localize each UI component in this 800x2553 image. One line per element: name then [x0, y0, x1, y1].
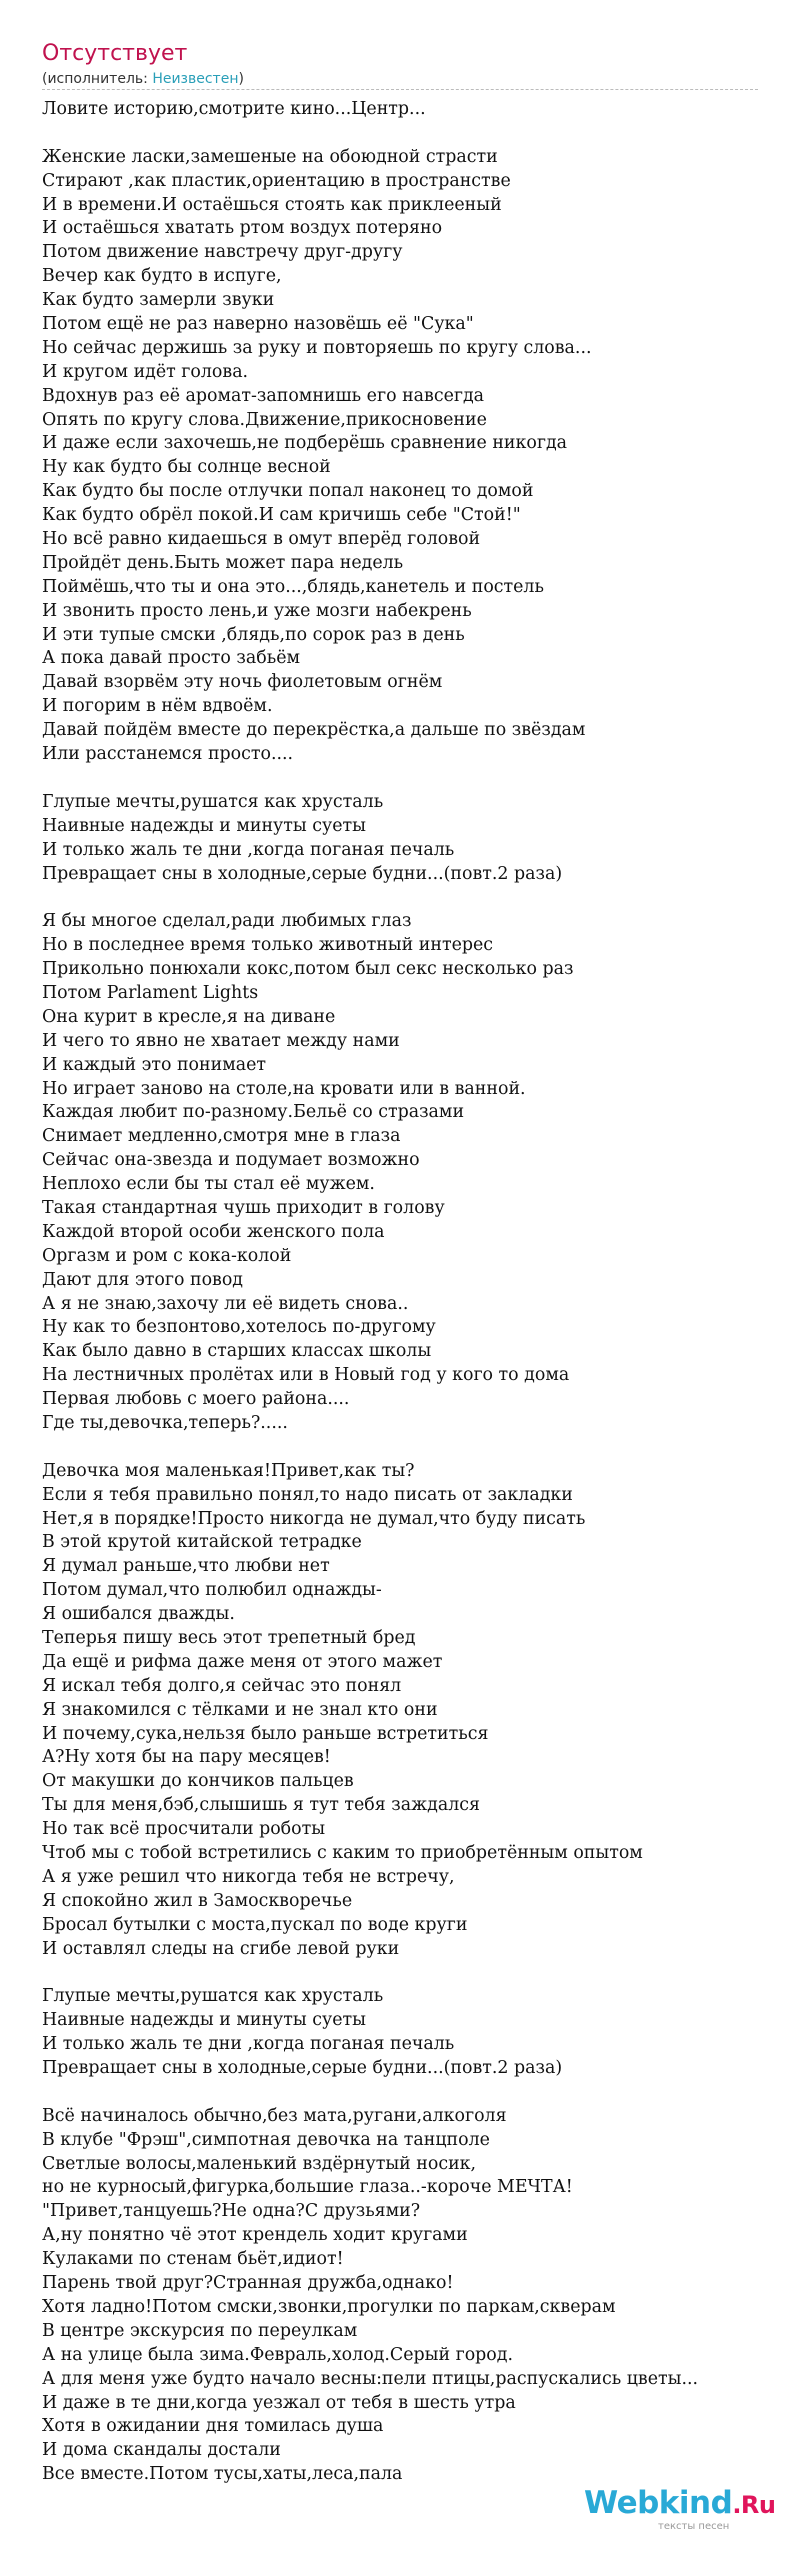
- lyric-line: Превращает сны в холодные,серые будни...(повт.2 раза): [42, 863, 563, 884]
- lyric-line: Я ошибался дважды.: [42, 1604, 235, 1625]
- logo-wordmark: [584, 2485, 776, 2523]
- lyric-line: Давай пойдём вместе до перекрёстка,а дальше по звёздам: [42, 720, 586, 741]
- lyric-line: Как было давно в старших классах школы: [42, 1341, 432, 1362]
- lyric-line: Такая стандартная чушь приходит в голову: [42, 1197, 445, 1218]
- lyric-line: Парень твой друг?Странная дружба,однако!: [42, 2273, 454, 2294]
- lyric-line: Да ещё и рифма даже меня от этого мажет: [42, 1651, 443, 1672]
- lyric-line: Потом движение навстречу друг-другу: [42, 242, 403, 263]
- lyric-line: И кругом идёт голова.: [42, 361, 249, 382]
- lyric-line: Дают для этого повод: [42, 1269, 244, 1290]
- lyric-line: Я знакомился с тёлками и не знал кто они: [42, 1699, 438, 1720]
- lyric-line: И звонить просто лень,и уже мозги набекрень: [42, 600, 472, 621]
- lyric-line: Наивные надежды и минуты суеты: [42, 815, 366, 836]
- lyric-line: А?Ну хотя бы на пару месяцев!: [42, 1747, 331, 1768]
- lyric-line: А на улице была зима.Февраль,холод.Серый город.: [42, 2344, 514, 2365]
- lyric-line: Оргазм и ром с кока-колой: [42, 1245, 292, 1266]
- stanza-break: [42, 767, 782, 791]
- lyric-line: Опять по кругу слова.Движение,прикосновение: [42, 409, 487, 430]
- title-divider: [42, 89, 758, 90]
- lyric-line: Сейчас она-звезда и подумает возможно: [42, 1150, 420, 1171]
- lyric-line: Я искал тебя долго,я сейчас это понял: [42, 1675, 402, 1696]
- lyric-line: Прикольно понюхали кокс,потом был секс несколько раз: [42, 959, 574, 980]
- logo-tld: .Ru: [732, 2491, 776, 2519]
- lyric-line: А я не знаю,захочу ли её видеть снова..: [42, 1293, 409, 1314]
- lyrics-text: [42, 98, 782, 2487]
- lyric-line: Ловите историю,смотрите кино...Центр...: [42, 99, 426, 119]
- lyric-line: Пройдёт день.Быть может пара недель: [42, 552, 404, 573]
- lyric-line: Превращает сны в холодные,серые будни...(повт.2 раза): [42, 2058, 563, 2079]
- lyric-line: А,ну понятно чё этот крендель ходит кругами: [42, 2225, 468, 2246]
- lyric-line: "Привет,танцуешь?Не одна?С друзьями?: [42, 2201, 421, 2222]
- lyric-line: Нет,я в порядке!Просто никогда не думал,что буду писать: [42, 1508, 586, 1529]
- lyric-line: Кулаками по стенам бьёт,идиот!: [42, 2249, 344, 2270]
- lyric-line: И чего то явно не хватает между нами: [42, 1030, 400, 1051]
- artist-prefix: (исполнитель:: [42, 71, 153, 87]
- lyric-line: Как будто бы после отлучки попал наконец то домой: [42, 481, 534, 502]
- lyric-line: Потом думал,что полюбил однажды-: [42, 1580, 382, 1601]
- lyric-line: Поймёшь,что ты и она это...,блядь,канетель и постель: [42, 576, 544, 597]
- lyric-line: И только жаль те дни ,когда поганая печаль: [42, 839, 455, 860]
- lyric-line: Вдохнув раз её аромат-запомнишь его навсегда: [42, 385, 485, 406]
- lyric-line: Женские ласки,замешеные на обоюдной страсти: [42, 146, 498, 167]
- lyric-line: Но играет заново на столе,на кровати или в ванной.: [42, 1078, 526, 1099]
- lyric-line: И только жаль те дни ,когда поганая печаль: [42, 2034, 455, 2055]
- lyric-line: А пока давай просто забьём: [42, 648, 301, 669]
- lyric-line: Каждая любит по-разному.Бельё со стразами: [42, 1102, 465, 1123]
- lyric-line: От макушки до кончиков пальцев: [42, 1771, 354, 1792]
- lyric-line: Бросал бутылки с моста,пускал по воде круги: [42, 1914, 468, 1935]
- lyric-line: но не курносый,фигурка,большие глаза..-короче МЕЧТА!: [42, 2177, 573, 2198]
- lyric-line: Глупые мечты,рушатся как хрусталь: [42, 791, 384, 812]
- lyric-line: И погорим в нём вдвоём.: [42, 696, 273, 717]
- lyric-line: Она курит в кресле,я на диване: [42, 1006, 336, 1027]
- lyric-line: Глупые мечты,рушатся как хрусталь: [42, 1986, 384, 2007]
- lyric-line: Первая любовь с моего района....: [42, 1389, 350, 1410]
- lyric-line: И дома скандалы достали: [42, 2440, 281, 2461]
- lyric-line: Но всё равно кидаешься в омут вперёд головой: [42, 529, 481, 550]
- stanza-break: [42, 122, 782, 146]
- stanza-break: [42, 1961, 782, 1985]
- lyric-line: Ну как то безпонтово,хотелось по-другому: [42, 1317, 436, 1338]
- lyric-line: Хотя ладно!Потом смски,звонки,прогулки по паркам,скверам: [42, 2296, 616, 2317]
- stanza-break: [42, 2081, 782, 2105]
- lyric-line: Девочка моя маленькая!Привет,как ты?: [42, 1460, 415, 1481]
- logo-brand: Webkind: [584, 2485, 733, 2521]
- lyric-line: На лестничных пролётах или в Новый год у кого то дома: [42, 1365, 570, 1386]
- lyric-line: Где ты,девочка,теперь?.....: [42, 1412, 288, 1433]
- lyric-line: Или расстанемся просто....: [42, 744, 294, 765]
- site-logo[interactable]: [584, 2485, 780, 2539]
- lyric-line: Но в последнее время только животный интерес: [42, 935, 494, 956]
- lyric-line: В этой крутой китайской тетрадке: [42, 1532, 362, 1553]
- lyric-line: Потом ещё не раз наверно назовёшь её "Сука": [42, 314, 474, 335]
- lyric-line: И почему,сука,нельзя было раньше встретиться: [42, 1723, 489, 1744]
- lyric-line: Давай взорвём эту ночь фиолетовым огнём: [42, 672, 443, 693]
- lyric-line: Я бы многое сделал,ради любимых глаз: [42, 911, 412, 932]
- lyric-line: И в времени.И остаёшься стоять как приклееный: [42, 194, 502, 215]
- lyric-line: И даже в те дни,когда уезжал от тебя в шесть утра: [42, 2392, 516, 2413]
- lyric-line: Но так всё просчитали роботы: [42, 1819, 326, 1840]
- song-title: Отсутствует: [42, 41, 188, 66]
- lyric-line: Как будто замерли звуки: [42, 290, 275, 311]
- lyric-line: Вечер как будто в испуге,: [42, 266, 282, 287]
- lyric-line: Светлые волосы,маленький вздёрнутый носик,: [42, 2153, 477, 2174]
- lyric-line: Неплохо если бы ты стал её мужем.: [42, 1174, 375, 1195]
- lyric-line: И даже если захочешь,не подберёшь сравнение никогда: [42, 433, 568, 454]
- lyric-line: Стирают ,как пластик,ориентацию в пространстве: [42, 170, 511, 191]
- lyric-line: Я думал раньше,что любви нет: [42, 1556, 330, 1577]
- lyric-line: И каждый это понимает: [42, 1054, 267, 1075]
- stanza-break: [42, 1436, 782, 1460]
- lyric-line: А я уже решил что никогда тебя не встречу,: [42, 1866, 455, 1887]
- lyric-line: В центре экскурсия по переулкам: [42, 2320, 358, 2341]
- lyric-line: Хотя в ожидании дня томилась душа: [42, 2416, 384, 2437]
- lyric-line: Но сейчас держишь за руку и повторяешь по кругу слова...: [42, 337, 592, 358]
- lyric-line: Как будто обрёл покой.И сам кричишь себе "Стой!": [42, 505, 521, 526]
- lyric-line: Всё начиналось обычно,без мата,ругани,алкоголя: [42, 2105, 507, 2126]
- artist-suffix: ): [238, 71, 244, 87]
- lyric-line: В клубе "Фрэш",симпотная девочка на танцполе: [42, 2129, 490, 2150]
- artist-line: [42, 70, 244, 88]
- artist-link[interactable]: Неизвестен: [152, 71, 239, 87]
- lyric-line: Если я тебя правильно понял,то надо писать от закладки: [42, 1484, 573, 1505]
- lyric-line: Потом Parlament Lights: [42, 982, 259, 1003]
- lyric-line: И оставлял следы на сгибе левой руки: [42, 1938, 400, 1959]
- stanza-break: [42, 886, 782, 910]
- logo-tagline: тексты песен: [658, 2521, 730, 2532]
- lyric-line: И эти тупые смски ,блядь,по сорок раз в день: [42, 624, 465, 645]
- lyric-line: Наивные надежды и минуты суеты: [42, 2010, 366, 2031]
- lyric-line: Чтоб мы с тобой встретились с каким то приобретённым опытом: [42, 1843, 643, 1864]
- lyric-line: Теперья пишу весь этот трепетный бред: [42, 1628, 416, 1648]
- lyric-line: Ну как будто бы солнце весной: [42, 457, 331, 478]
- lyric-line: И остаёшься хватать ртом воздух потеряно: [42, 218, 443, 239]
- lyric-line: Снимает медленно,смотря мне в глаза: [42, 1126, 401, 1147]
- lyric-line: А для меня уже будто начало весны:пели птицы,распускались цветы...: [42, 2368, 699, 2389]
- lyric-line: Все вместе.Потом тусы,хаты,леса,пала: [42, 2464, 403, 2485]
- lyric-line: Ты для меня,бэб,слышишь я тут тебя заждался: [42, 1795, 480, 1816]
- lyric-line: Каждой второй особи женского пола: [42, 1221, 385, 1242]
- lyric-line: Я спокойно жил в Замоскворечье: [42, 1890, 353, 1911]
